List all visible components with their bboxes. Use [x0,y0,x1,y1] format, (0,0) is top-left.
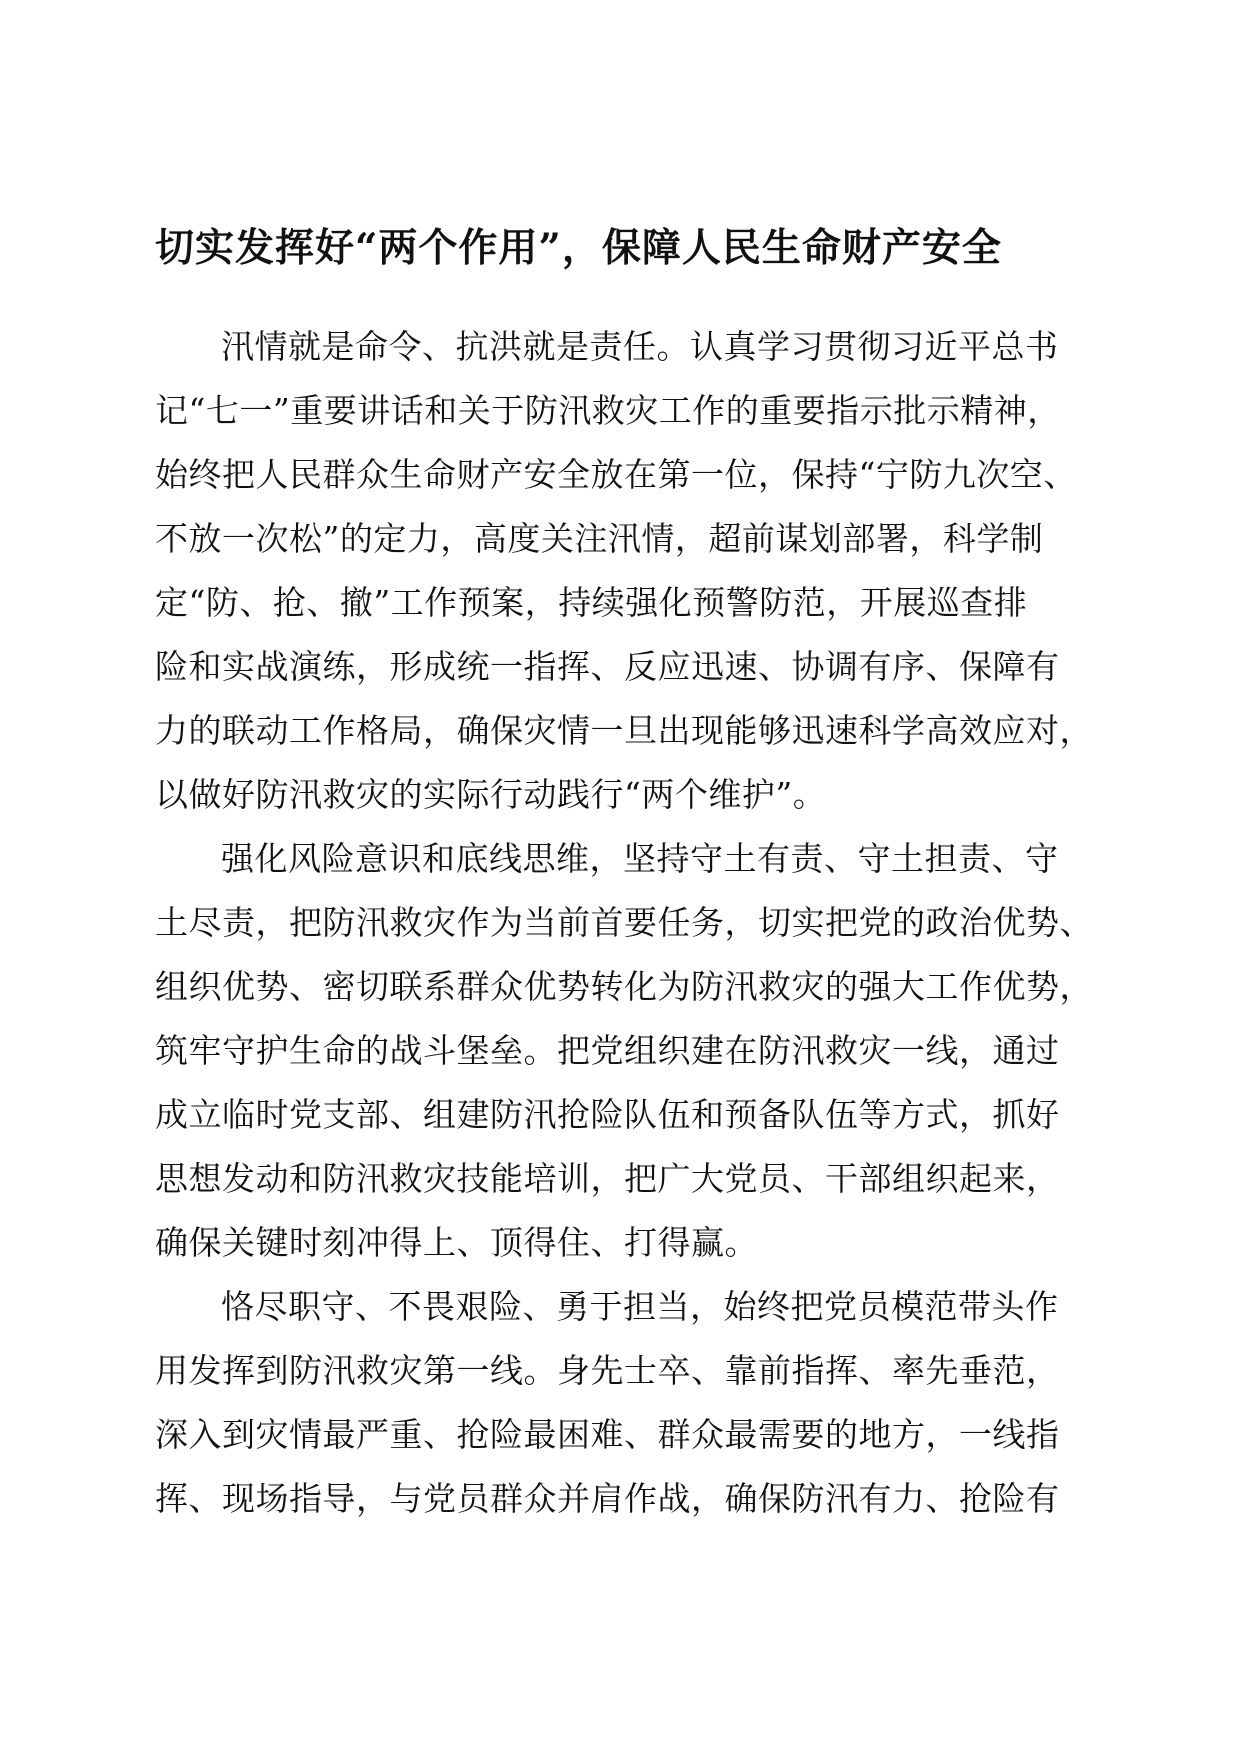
paragraph-3-line-1: 恪尽职守、不畏艰险、勇于担当，始终把党员模范带头作 [221,1287,1059,1326]
paragraph-1-line-6: 险和实战演练，形成统一指挥、反应迅速、协调有序、保障有 [155,647,1060,686]
paragraph-1-line-3: 始终把人民群众生命财产安全放在第一位，保持“宁防九次空、 [155,455,1077,494]
paragraph-1-line-5: 定“防、抢、撤”工作预案，持续强化预警防范，开展巡查排 [155,583,1028,622]
paragraph-2-line-3: 组织优势、密切联系群众优势转化为防汛救灾的强大工作优势， [155,967,1093,1006]
paragraph-2-line-7: 确保关键时刻冲得上、顶得住、打得赢。 [155,1223,758,1262]
paragraph-1-line-7: 力的联动工作格局，确保灾情一旦出现能够迅速科学高效应对， [155,711,1093,750]
document-title: 切实发挥好“两个作用”，保障人民生命财产安全 [155,225,1002,271]
paragraph-3-line-4: 挥、现场指导，与党员群众并肩作战，确保防汛有力、抢险有 [155,1479,1060,1518]
paragraph-2-line-1: 强化风险意识和底线思维，坚持守土有责、守土担责、守 [221,839,1059,878]
paragraph-2-line-5: 成立临时党支部、组建防汛抢险队伍和预备队伍等方式，抓好 [155,1095,1060,1134]
paragraph-2-line-2: 土尽责，把防汛救灾作为当前首要任务，切实把党的政治优势、 [155,903,1093,942]
paragraph-3-line-3: 深入到灾情最严重、抢险最困难、群众最需要的地方，一线指 [155,1415,1060,1454]
paragraph-2-line-6: 思想发动和防汛救灾技能培训，把广大党员、干部组织起来， [155,1159,1060,1198]
document-body [155,315,1093,1531]
paragraph-1-line-8: 以做好防汛救灾的实际行动践行“两个维护”。 [155,775,827,814]
paragraph-2-line-4: 筑牢守护生命的战斗堡垒。把党组织建在防汛救灾一线，通过 [155,1031,1060,1070]
paragraph-1-line-4: 不放一次松”的定力，高度关注汛情，超前谋划部署，科学制 [155,519,1044,558]
paragraph-3-line-2: 用发挥到防汛救灾第一线。身先士卒、靠前指挥、率先垂范， [155,1351,1060,1390]
paragraph-1-line-2: 记“七一”重要讲话和关于防汛救灾工作的重要指示批示精神， [155,391,1061,430]
paragraph-1-line-1: 汛情就是命令、抗洪就是责任。认真学习贯彻习近平总书 [221,327,1059,366]
